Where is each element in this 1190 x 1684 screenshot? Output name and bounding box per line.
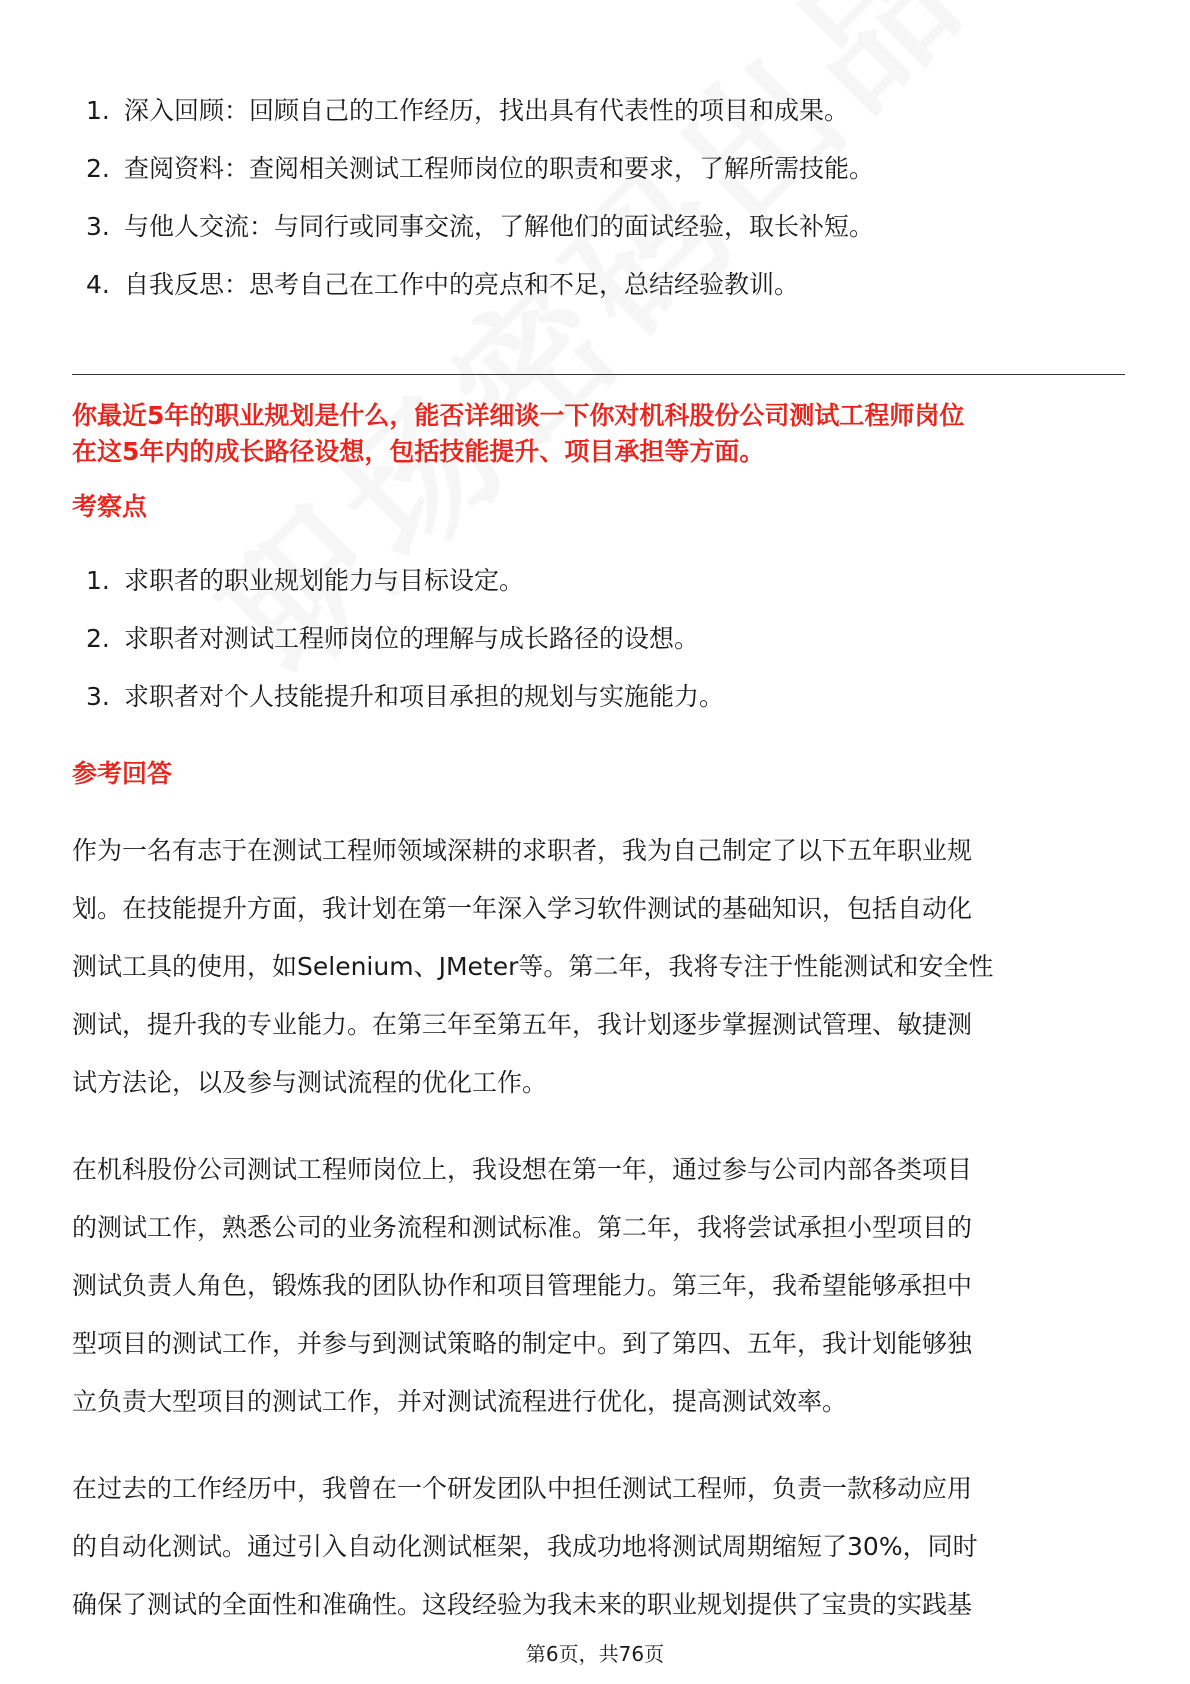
paragraph-line: 作为一名有志于在测试工程师领域深耕的求职者，我为自己制定了以下五年职业规 (72, 836, 973, 865)
list-text: 查阅资料：查阅相关测试工程师岗位的职责和要求，了解所需技能。 (124, 154, 875, 183)
paragraph-line: 试方法论，以及参与测试流程的优化工作。 (72, 1068, 548, 1097)
section-divider (72, 374, 1125, 375)
focus-heading: 考察点 (72, 492, 148, 521)
list-text: 与他人交流：与同行或同事交流，了解他们的面试经验，取长补短。 (124, 212, 875, 241)
paragraph-line: 的测试工作，熟悉公司的业务流程和测试标准。第二年，我将尝试承担小型项目的 (72, 1213, 973, 1242)
list-number: 2. (86, 154, 110, 183)
paragraph-line: 型项目的测试工作，并参与到测试策略的制定中。到了第四、五年，我计划能够独 (72, 1329, 973, 1358)
list-item (86, 94, 1126, 128)
list-number: 3. (86, 212, 110, 241)
list-number: 1. (86, 566, 110, 595)
list-text: 求职者对测试工程师岗位的理解与成长路径的设想。 (124, 624, 700, 653)
list-number: 4. (86, 270, 110, 299)
list-number: 2. (86, 624, 110, 653)
paragraph-line: 测试工具的使用，如Selenium、JMeter等。第二年，我将专注于性能测试和安全性 (72, 952, 994, 981)
paragraph-line: 测试负责人角色，锻炼我的团队协作和项目管理能力。第三年，我希望能够承担中 (72, 1271, 973, 1300)
focus-list (86, 564, 1126, 738)
list-text: 求职者的职业规划能力与目标设定。 (124, 566, 525, 595)
list-text: 深入回顾：回顾自己的工作经历，找出具有代表性的项目和成果。 (124, 96, 850, 125)
list-item (86, 680, 1126, 714)
answer-paragraph-2 (72, 1141, 1132, 1431)
question-line: 在这5年内的成长路径设想，包括技能提升、项目承担等方面。 (72, 437, 765, 466)
answer-paragraph-3 (72, 1460, 1132, 1634)
paragraph-line: 立负责大型项目的测试工作，并对测试流程进行优化，提高测试效率。 (72, 1387, 848, 1416)
list-item (86, 152, 1126, 186)
list-text: 自我反思：思考自己在工作中的亮点和不足，总结经验教训。 (124, 270, 800, 299)
paragraph-line: 划。在技能提升方面，我计划在第一年深入学习软件测试的基础知识，包括自动化 (72, 894, 973, 923)
list-number: 1. (86, 96, 110, 125)
paragraph-line: 的自动化测试。通过引入自动化测试框架，我成功地将测试周期缩短了30%，同时 (72, 1532, 978, 1561)
paragraph-line: 在机科股份公司测试工程师岗位上，我设想在第一年，通过参与公司内部各类项目 (72, 1155, 973, 1184)
list-item (86, 564, 1126, 598)
list-item (86, 268, 1126, 302)
tips-list (86, 94, 1126, 326)
list-item (86, 622, 1126, 656)
answer-heading: 参考回答 (72, 759, 173, 788)
page-number: 第6页，共76页 (525, 1642, 665, 1666)
list-number: 3. (86, 682, 110, 711)
list-item (86, 210, 1126, 244)
paragraph-line: 在过去的工作经历中，我曾在一个研发团队中担任测试工程师，负责一款移动应用 (72, 1474, 973, 1503)
list-text: 求职者对个人技能提升和项目承担的规划与实施能力。 (124, 682, 725, 711)
paragraph-line: 确保了测试的全面性和准确性。这段经验为我未来的职业规划提供了宝贵的实践基 (72, 1590, 973, 1619)
interview-question (72, 398, 1132, 470)
question-line: 你最近5年的职业规划是什么，能否详细谈一下你对机科股份公司测试工程师岗位 (72, 401, 965, 430)
answer-paragraph-1 (72, 822, 1132, 1112)
paragraph-line: 测试，提升我的专业能力。在第三年至第五年，我计划逐步掌握测试管理、敏捷测 (72, 1010, 973, 1039)
